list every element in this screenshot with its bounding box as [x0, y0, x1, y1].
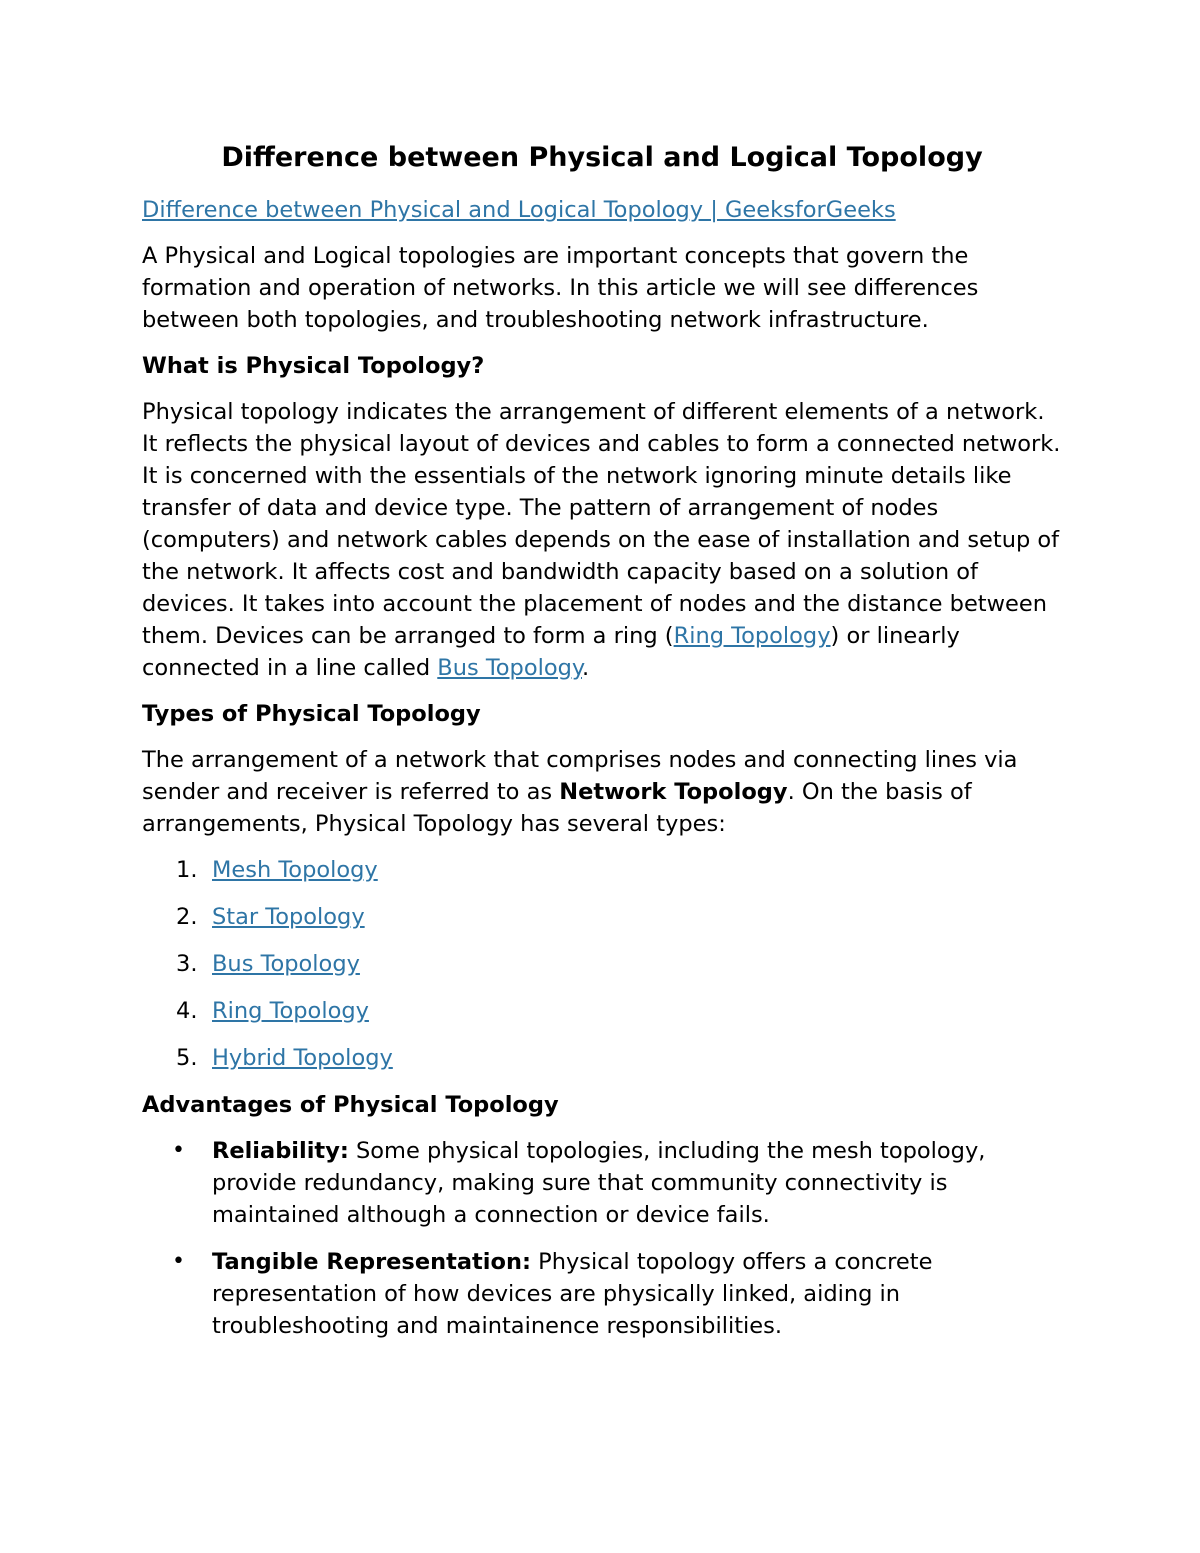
advantage-term: Reliability: [212, 1138, 349, 1164]
advantages-list [142, 1135, 1062, 1342]
physical-topology-text: Physical topology indicates the arrangement of different elements of a network. It reflects the physical layout of devices and cables to form a connected network. It is concerned with the essentials of the network ignoring minute details like transfer of data and device type. The pattern of arrangement of nodes (computers) and network cables depends on the ease of installation and setup of the network. It affects cost and bandwidth capacity based on a solution of devices. It takes into account the placement of nodes and the distance between them. Devices can be arranged to form a ring ( [142, 399, 1061, 649]
network-topology-term: Network Topology [559, 779, 788, 805]
types-heading: Types of Physical Topology [142, 701, 481, 727]
list-item [142, 1042, 1062, 1074]
list-number: 2. [176, 904, 198, 930]
physical-topology-text-mid: ) or linearly connected in a line called [142, 623, 960, 681]
list-number: 5. [176, 1045, 198, 1071]
advantages-heading: Advantages of Physical Topology [142, 1092, 559, 1118]
star-topology-link[interactable]: Star Topology [212, 904, 365, 930]
list-item [142, 995, 1062, 1027]
list-item [142, 901, 1062, 933]
ring-topology-link[interactable]: Ring Topology [673, 623, 831, 649]
list-item [142, 1135, 1062, 1231]
types-paragraph [142, 744, 1062, 840]
source-link[interactable]: Difference between Physical and Logical Topology | GeeksforGeeks [142, 197, 896, 223]
mesh-topology-link[interactable]: Mesh Topology [212, 857, 378, 883]
list-number: 4. [176, 998, 198, 1024]
topology-types-list [142, 854, 1062, 1074]
list-item [142, 854, 1062, 886]
types-text: The arrangement of a network that comprises nodes and connecting lines via sender and receiver is referred to as [142, 747, 1018, 805]
types-text-end: . On the basis of arrangements, Physical Topology has several types: [142, 779, 972, 837]
physical-topology-paragraph [142, 396, 1062, 684]
physical-topology-text-end: . [582, 655, 590, 681]
advantage-term: Tangible Representation: [212, 1249, 531, 1275]
list-item [142, 1246, 1062, 1342]
hybrid-topology-link[interactable]: Hybrid Topology [212, 1045, 393, 1071]
source-link-paragraph [142, 194, 1062, 226]
list-number: 3. [176, 951, 198, 977]
bus-topology-link[interactable]: Bus Topology [437, 655, 582, 681]
bullet-icon: • [172, 1138, 185, 1163]
document-page [142, 138, 1062, 1357]
bullet-icon: • [172, 1249, 185, 1274]
ring-topology-list-link[interactable]: Ring Topology [212, 998, 369, 1024]
physical-topology-heading: What is Physical Topology? [142, 353, 485, 379]
advantage-text: Physical topology offers a concrete representation of how devices are physically linked, aiding in troubleshooting and maintainence responsibilities. [212, 1249, 933, 1339]
intro-paragraph: A Physical and Logical topologies are important concepts that govern the formation and operation of networks. In this article we will see differences between both topologies, and troubleshooting network infrastructure. [142, 243, 979, 333]
advantage-text: Some physical topologies, including the mesh topology, provide redundancy, making sure that community connectivity is maintained although a connection or device fails. [212, 1138, 986, 1228]
list-item [142, 948, 1062, 980]
document-title: Difference between Physical and Logical Topology [221, 142, 983, 173]
bus-topology-list-link[interactable]: Bus Topology [212, 951, 360, 977]
list-number: 1. [176, 857, 198, 883]
